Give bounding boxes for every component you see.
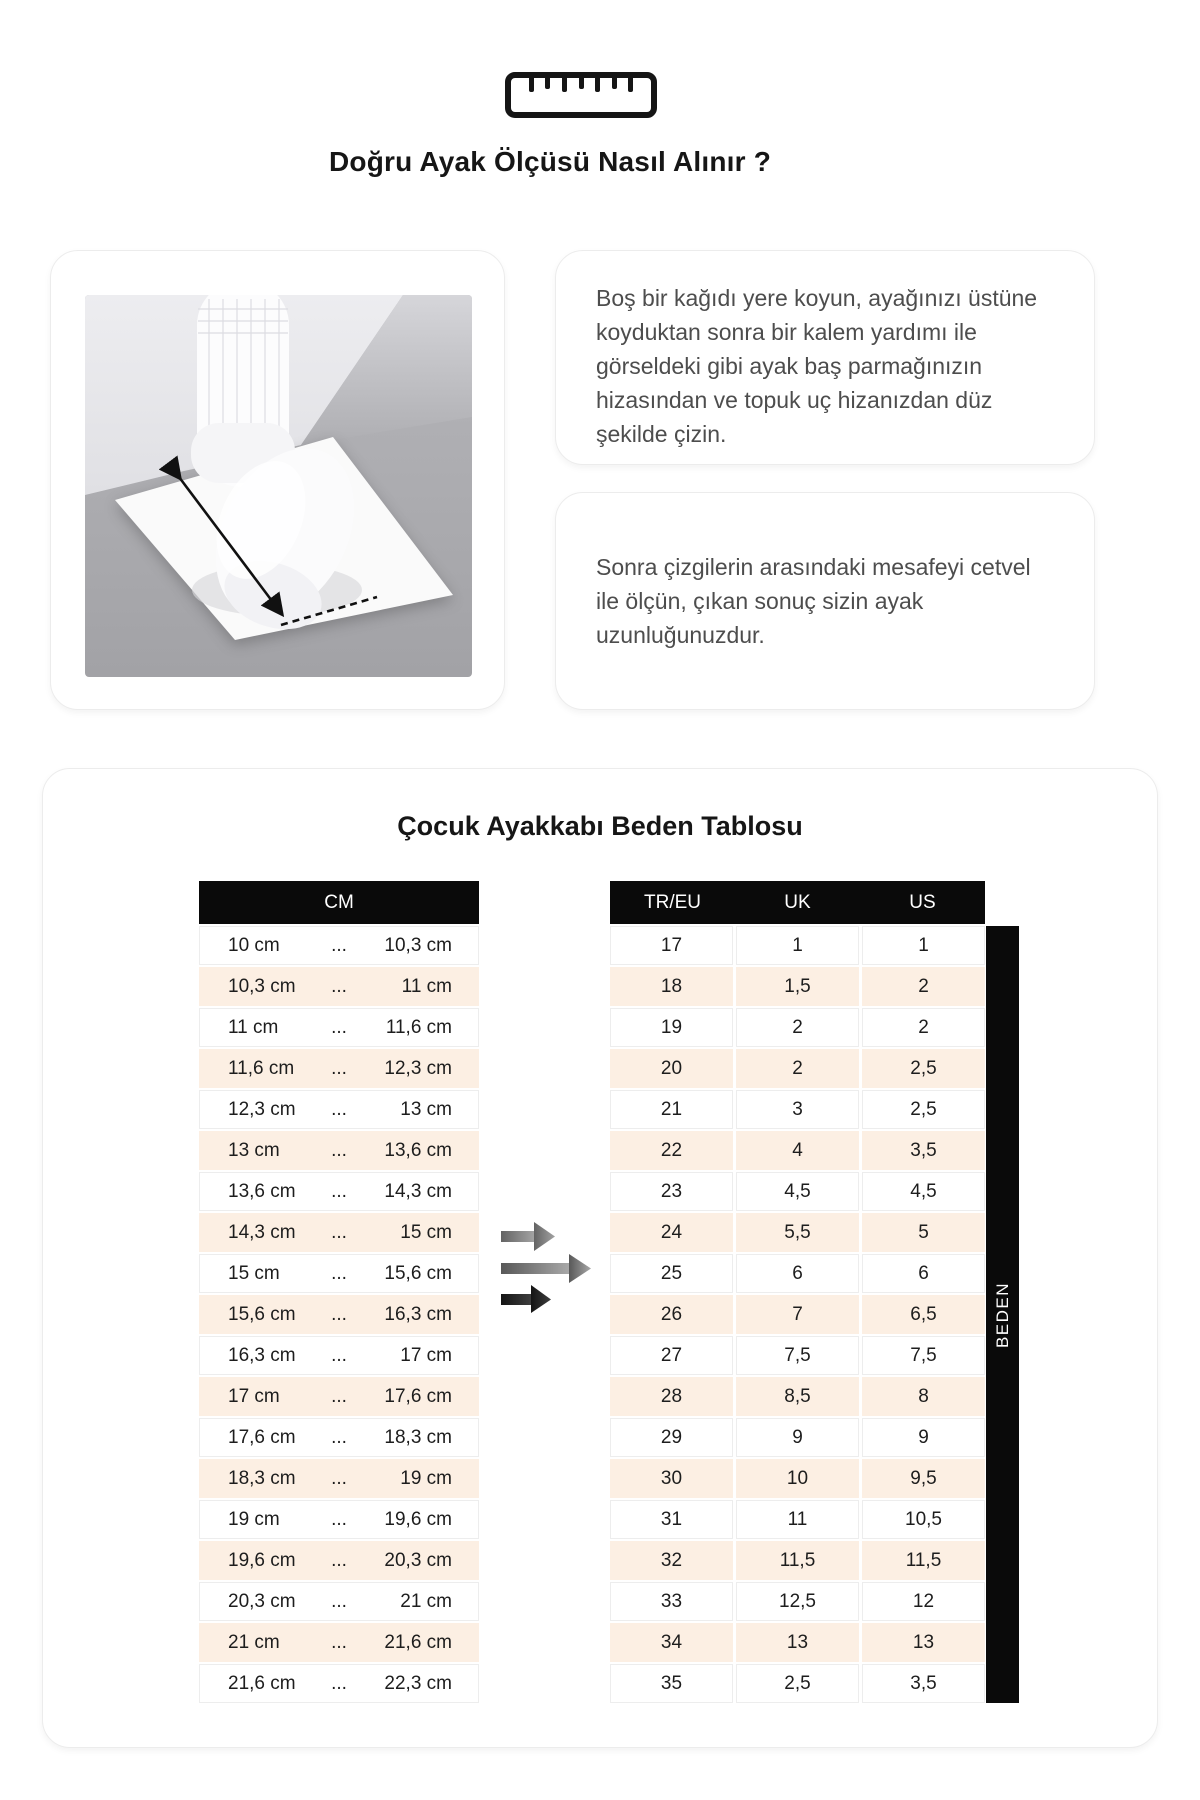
cm-min-value: 19,6 cm [228, 1550, 296, 1571]
instruction-card-2 [555, 492, 1095, 710]
cm-table-row [199, 1500, 479, 1539]
cm-min-value: 11,6 cm [228, 1058, 295, 1079]
size-table-row [610, 1008, 985, 1047]
cm-max-value: 13,6 cm [384, 1140, 452, 1161]
us-value: 9,5 [862, 1459, 985, 1498]
uk-value: 7,5 [736, 1336, 859, 1375]
us-value: 3,5 [862, 1664, 985, 1703]
cm-max-value: 20,3 cm [384, 1550, 452, 1571]
cm-max-value: 15 cm [400, 1222, 452, 1243]
range-separator: ... [331, 1632, 347, 1653]
tr-eu-value: 22 [610, 1131, 733, 1170]
cm-min-value: 15,6 cm [228, 1304, 296, 1325]
cm-table-row [199, 967, 479, 1006]
us-value: 13 [862, 1623, 985, 1662]
range-separator: ... [331, 1673, 347, 1694]
instruction-step-2: Sonra çizgilerin arasındaki mesafeyi cetvel ile ölçün, çıkan sonuç sizin ayak uzunluğunuzdur. [596, 554, 1031, 648]
cm-min-value: 21 cm [228, 1632, 280, 1653]
us-value: 8 [862, 1377, 985, 1416]
us-value: 9 [862, 1418, 985, 1457]
uk-value: 4 [736, 1131, 859, 1170]
us-value: 7,5 [862, 1336, 985, 1375]
uk-value: 9 [736, 1418, 859, 1457]
us-value: 11,5 [862, 1541, 985, 1580]
cm-max-value: 11 cm [401, 976, 452, 997]
cm-table-row [199, 926, 479, 965]
tr-eu-value: 25 [610, 1254, 733, 1293]
cm-min-value: 18,3 cm [228, 1468, 296, 1489]
tr-eu-value: 29 [610, 1418, 733, 1457]
cm-max-value: 17,6 cm [384, 1386, 452, 1407]
us-value: 5 [862, 1213, 985, 1252]
uk-value: 3 [736, 1090, 859, 1129]
us-value: 12 [862, 1582, 985, 1621]
size-col-tr-eu: TR/EU [644, 891, 701, 913]
uk-value: 7 [736, 1295, 859, 1334]
size-table-row [610, 1377, 985, 1416]
size-table-card [42, 768, 1158, 1748]
size-section-title: Çocuk Ayakkabı Beden Tablosu [397, 811, 803, 841]
ruler-tick [612, 78, 617, 89]
beden-side-bar [986, 926, 1019, 1703]
size-table-row [610, 1295, 985, 1334]
range-separator: ... [331, 1509, 347, 1530]
foot-measure-photo [85, 295, 472, 677]
uk-value: 12,5 [736, 1582, 859, 1621]
arrow-right-icon [501, 1253, 591, 1283]
size-table-row [610, 967, 985, 1006]
cm-table-row [199, 1008, 479, 1047]
size-table-row [610, 1254, 985, 1293]
tr-eu-value: 33 [610, 1582, 733, 1621]
cm-table-row [199, 1254, 479, 1293]
range-separator: ... [331, 1017, 347, 1038]
us-value: 2 [862, 967, 985, 1006]
cm-min-value: 21,6 cm [228, 1673, 296, 1694]
cm-min-value: 14,3 cm [228, 1222, 296, 1243]
cm-min-value: 15 cm [228, 1263, 280, 1284]
cm-max-value: 11,6 cm [385, 1017, 452, 1038]
range-separator: ... [331, 1591, 347, 1612]
us-value: 2 [862, 1008, 985, 1047]
arrow-right-icon [501, 1221, 555, 1251]
conversion-arrows [501, 1221, 601, 1315]
instruction-step-1: Boş bir kağıdı yere koyun, ayağınızı üstüne koyduktan sonra bir kalem yardımı ile görseldeki gibi ayak baş parmağınızın hizasından ve topuk uç hizanızdan düz şekilde çizin. [596, 285, 1038, 447]
cm-table-row [199, 1418, 479, 1457]
cm-table-rows [199, 926, 479, 1705]
tr-eu-value: 23 [610, 1172, 733, 1211]
cm-table-row [199, 1336, 479, 1375]
size-col-uk: UK [784, 891, 811, 913]
size-table-row [610, 1418, 985, 1457]
cm-table-row [199, 1172, 479, 1211]
instruction-card-1 [555, 250, 1095, 465]
size-table-row [610, 1336, 985, 1375]
cm-max-value: 16,3 cm [384, 1304, 452, 1325]
size-table-row [610, 1500, 985, 1539]
tr-eu-value: 35 [610, 1664, 733, 1703]
cm-max-value: 19 cm [400, 1468, 452, 1489]
cm-min-value: 13,6 cm [228, 1181, 296, 1202]
range-separator: ... [331, 1468, 347, 1489]
tr-eu-value: 32 [610, 1541, 733, 1580]
ruler-tick [595, 78, 600, 92]
range-separator: ... [331, 1099, 347, 1120]
ruler-icon [505, 72, 657, 118]
size-table-row [610, 1664, 985, 1703]
size-col-us: US [909, 891, 936, 913]
range-separator: ... [331, 1386, 347, 1407]
size-table-row [610, 1623, 985, 1662]
uk-value: 2 [736, 1049, 859, 1088]
cm-min-value: 16,3 cm [228, 1345, 296, 1366]
ruler-tick [562, 78, 567, 92]
us-value: 2,5 [862, 1090, 985, 1129]
us-value: 1 [862, 926, 985, 965]
tr-eu-value: 28 [610, 1377, 733, 1416]
arrow-right-icon [501, 1285, 551, 1313]
uk-value: 10 [736, 1459, 859, 1498]
range-separator: ... [331, 1427, 347, 1448]
tr-eu-value: 18 [610, 967, 733, 1006]
uk-value: 11,5 [736, 1541, 859, 1580]
cm-table-row [199, 1213, 479, 1252]
cm-min-value: 10,3 cm [228, 976, 296, 997]
ruler-tick [545, 78, 550, 89]
cm-max-value: 10,3 cm [384, 935, 452, 956]
range-separator: ... [331, 1222, 347, 1243]
size-table-row [610, 1459, 985, 1498]
measure-photo-card [50, 250, 505, 710]
size-table-row [610, 1049, 985, 1088]
uk-value: 5,5 [736, 1213, 859, 1252]
ruler-tick [579, 78, 584, 89]
cm-max-value: 17 cm [400, 1345, 452, 1366]
range-separator: ... [331, 1263, 347, 1284]
cm-table-row [199, 1541, 479, 1580]
cm-table-row [199, 1295, 479, 1334]
tr-eu-value: 20 [610, 1049, 733, 1088]
ruler-tick [628, 78, 633, 92]
us-value: 6,5 [862, 1295, 985, 1334]
cm-max-value: 18,3 cm [384, 1427, 452, 1448]
range-separator: ... [331, 976, 347, 997]
size-table-rows [610, 926, 985, 1705]
beden-label: BEDEN [992, 1281, 1012, 1348]
uk-value: 4,5 [736, 1172, 859, 1211]
uk-value: 2,5 [736, 1664, 859, 1703]
cm-max-value: 15,6 cm [384, 1263, 452, 1284]
tr-eu-value: 17 [610, 926, 733, 965]
cm-min-value: 20,3 cm [228, 1591, 296, 1612]
us-value: 4,5 [862, 1172, 985, 1211]
cm-table-row [199, 1377, 479, 1416]
tr-eu-value: 21 [610, 1090, 733, 1129]
range-separator: ... [331, 1550, 347, 1571]
cm-min-value: 11 cm [228, 1017, 279, 1038]
cm-table-row [199, 1582, 479, 1621]
us-value: 2,5 [862, 1049, 985, 1088]
uk-value: 8,5 [736, 1377, 859, 1416]
range-separator: ... [331, 935, 347, 956]
cm-min-value: 17 cm [228, 1386, 280, 1407]
range-separator: ... [331, 1304, 347, 1325]
uk-value: 1,5 [736, 967, 859, 1006]
tr-eu-value: 19 [610, 1008, 733, 1047]
tr-eu-value: 24 [610, 1213, 733, 1252]
cm-table-row [199, 1131, 479, 1170]
cm-max-value: 19,6 cm [384, 1509, 452, 1530]
tr-eu-value: 27 [610, 1336, 733, 1375]
size-table-row [610, 1541, 985, 1580]
cm-max-value: 13 cm [400, 1099, 452, 1120]
size-table-row [610, 1090, 985, 1129]
us-value: 6 [862, 1254, 985, 1293]
size-table-row [610, 926, 985, 965]
us-value: 10,5 [862, 1500, 985, 1539]
tr-eu-value: 26 [610, 1295, 733, 1334]
us-value: 3,5 [862, 1131, 985, 1170]
uk-value: 6 [736, 1254, 859, 1293]
range-separator: ... [331, 1345, 347, 1366]
ruler-tick [529, 78, 534, 92]
size-table-row [610, 1172, 985, 1211]
cm-min-value: 17,6 cm [228, 1427, 296, 1448]
cm-table-header: CM [199, 881, 479, 924]
size-table-row [610, 1582, 985, 1621]
cm-max-value: 14,3 cm [384, 1181, 452, 1202]
cm-max-value: 21 cm [400, 1591, 452, 1612]
cm-min-value: 13 cm [228, 1140, 280, 1161]
cm-max-value: 21,6 cm [384, 1632, 452, 1653]
cm-min-value: 12,3 cm [228, 1099, 296, 1120]
cm-table-row [199, 1459, 479, 1498]
uk-value: 2 [736, 1008, 859, 1047]
range-separator: ... [331, 1058, 347, 1079]
cm-table-row [199, 1664, 479, 1703]
cm-max-value: 22,3 cm [384, 1673, 452, 1694]
uk-value: 1 [736, 926, 859, 965]
uk-value: 11 [736, 1500, 859, 1539]
uk-value: 13 [736, 1623, 859, 1662]
cm-table-row [199, 1623, 479, 1662]
tr-eu-value: 34 [610, 1623, 733, 1662]
size-table-row [610, 1131, 985, 1170]
page-title: Doğru Ayak Ölçüsü Nasıl Alınır ? [328, 146, 772, 177]
tr-eu-value: 30 [610, 1459, 733, 1498]
tr-eu-value: 31 [610, 1500, 733, 1539]
cm-min-value: 19 cm [228, 1509, 280, 1530]
size-table-header [610, 881, 985, 924]
cm-table-row [199, 1049, 479, 1088]
size-table-row [610, 1213, 985, 1252]
cm-table-row [199, 1090, 479, 1129]
range-separator: ... [331, 1140, 347, 1161]
range-separator: ... [331, 1181, 347, 1202]
cm-max-value: 12,3 cm [384, 1058, 452, 1079]
cm-min-value: 10 cm [228, 935, 280, 956]
